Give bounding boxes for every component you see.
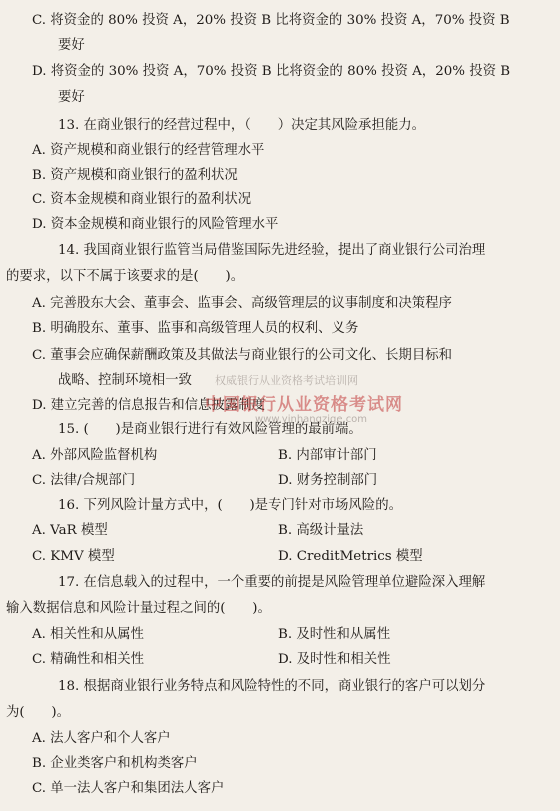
q13-option-d: D. 资本金规模和商业银行的风险管理水平	[32, 217, 279, 232]
question-17-line1: 17. 在信息载入的过程中，一个重要的前提是风险管理单位避险深入理解	[58, 575, 486, 590]
watermark-tagline: 权威银行从业资格考试培训网	[215, 374, 358, 387]
q16-option-c: C. KMV 模型	[32, 549, 115, 564]
q15-option-d: D. 财务控制部门	[278, 473, 378, 488]
q15-option-b: B. 内部审计部门	[278, 448, 377, 463]
q18-option-b: B. 企业类客户和机构类客户	[32, 756, 198, 771]
q14-option-b: B. 明确股东、董事、监事和高级管理人员的权利、义务	[32, 321, 359, 336]
question-14-line1: 14. 我国商业银行监管当局借鉴国际先进经验，提出了商业银行公司治理	[58, 243, 486, 258]
q16-option-d: D. CreditMetrics 模型	[278, 549, 423, 564]
question-17-line2: 输入数据信息和风险计量过程之间的( )。	[6, 601, 271, 616]
watermark-url: www.yinhangzige.com	[255, 414, 368, 425]
q15-option-a: A. 外部风险监督机构	[32, 448, 158, 463]
q14-option-d: D. 建立完善的信息报告和信息披露制度	[32, 398, 266, 413]
q13-option-b: B. 资产规模和商业银行的盈利状况	[32, 168, 238, 183]
option-d-prev-cont: 要好	[58, 90, 85, 105]
q14-option-c-line1: C. 董事会应确保薪酬政策及其做法与商业银行的公司文化、长期目标和	[32, 348, 452, 363]
q14-option-a: A. 完善股东大会、董事会、监事会、高级管理层的议事制度和决策程序	[32, 296, 452, 311]
question-14-line2: 的要求，以下不属于该要求的是( )。	[6, 269, 245, 284]
question-18-line2: 为( )。	[6, 705, 71, 720]
option-c-prev: C. 将资金的 80% 投资 A，20% 投资 B 比将资金的 30% 投资 A，70% 投资 B	[32, 13, 510, 28]
q15-option-c: C. 法律/合规部门	[32, 473, 136, 488]
q13-option-c: C. 资本金规模和商业银行的盈利状况	[32, 192, 252, 207]
q14-option-c-line2: 战略、控制环境相一致	[58, 373, 192, 388]
q18-option-a: A. 法人客户和个人客户	[32, 731, 171, 746]
option-c-prev-cont: 要好	[58, 38, 85, 53]
question-16: 16. 下列风险计量方式中，( )是专门针对市场风险的。	[58, 498, 402, 513]
q13-option-a: A. 资产规模和商业银行的经营管理水平	[32, 143, 265, 158]
q17-option-c: C. 精确性和相关性	[32, 652, 145, 667]
q18-option-c: C. 单一法人客户和集团法人客户	[32, 781, 225, 796]
question-13: 13. 在商业银行的经营过程中，（ ）决定其风险承担能力。	[58, 118, 426, 133]
question-18-line1: 18. 根据商业银行业务特点和风险特性的不同，商业银行的客户可以划分	[58, 679, 486, 694]
q17-option-a: A. 相关性和从属性	[32, 627, 144, 642]
q17-option-b: B. 及时性和从属性	[278, 627, 391, 642]
option-d-prev: D. 将资金的 30% 投资 A，70% 投资 B 比将资金的 80% 投资 A，20% 投资 B	[32, 64, 511, 79]
question-15: 15. ( )是商业银行进行有效风险管理的最前端。	[58, 422, 362, 437]
q16-option-a: A. VaR 模型	[32, 523, 108, 538]
q17-option-d: D. 及时性和相关性	[278, 652, 391, 667]
q16-option-b: B. 高级计量法	[278, 523, 364, 538]
watermark-title: 中国银行从业资格考试网	[205, 395, 403, 415]
